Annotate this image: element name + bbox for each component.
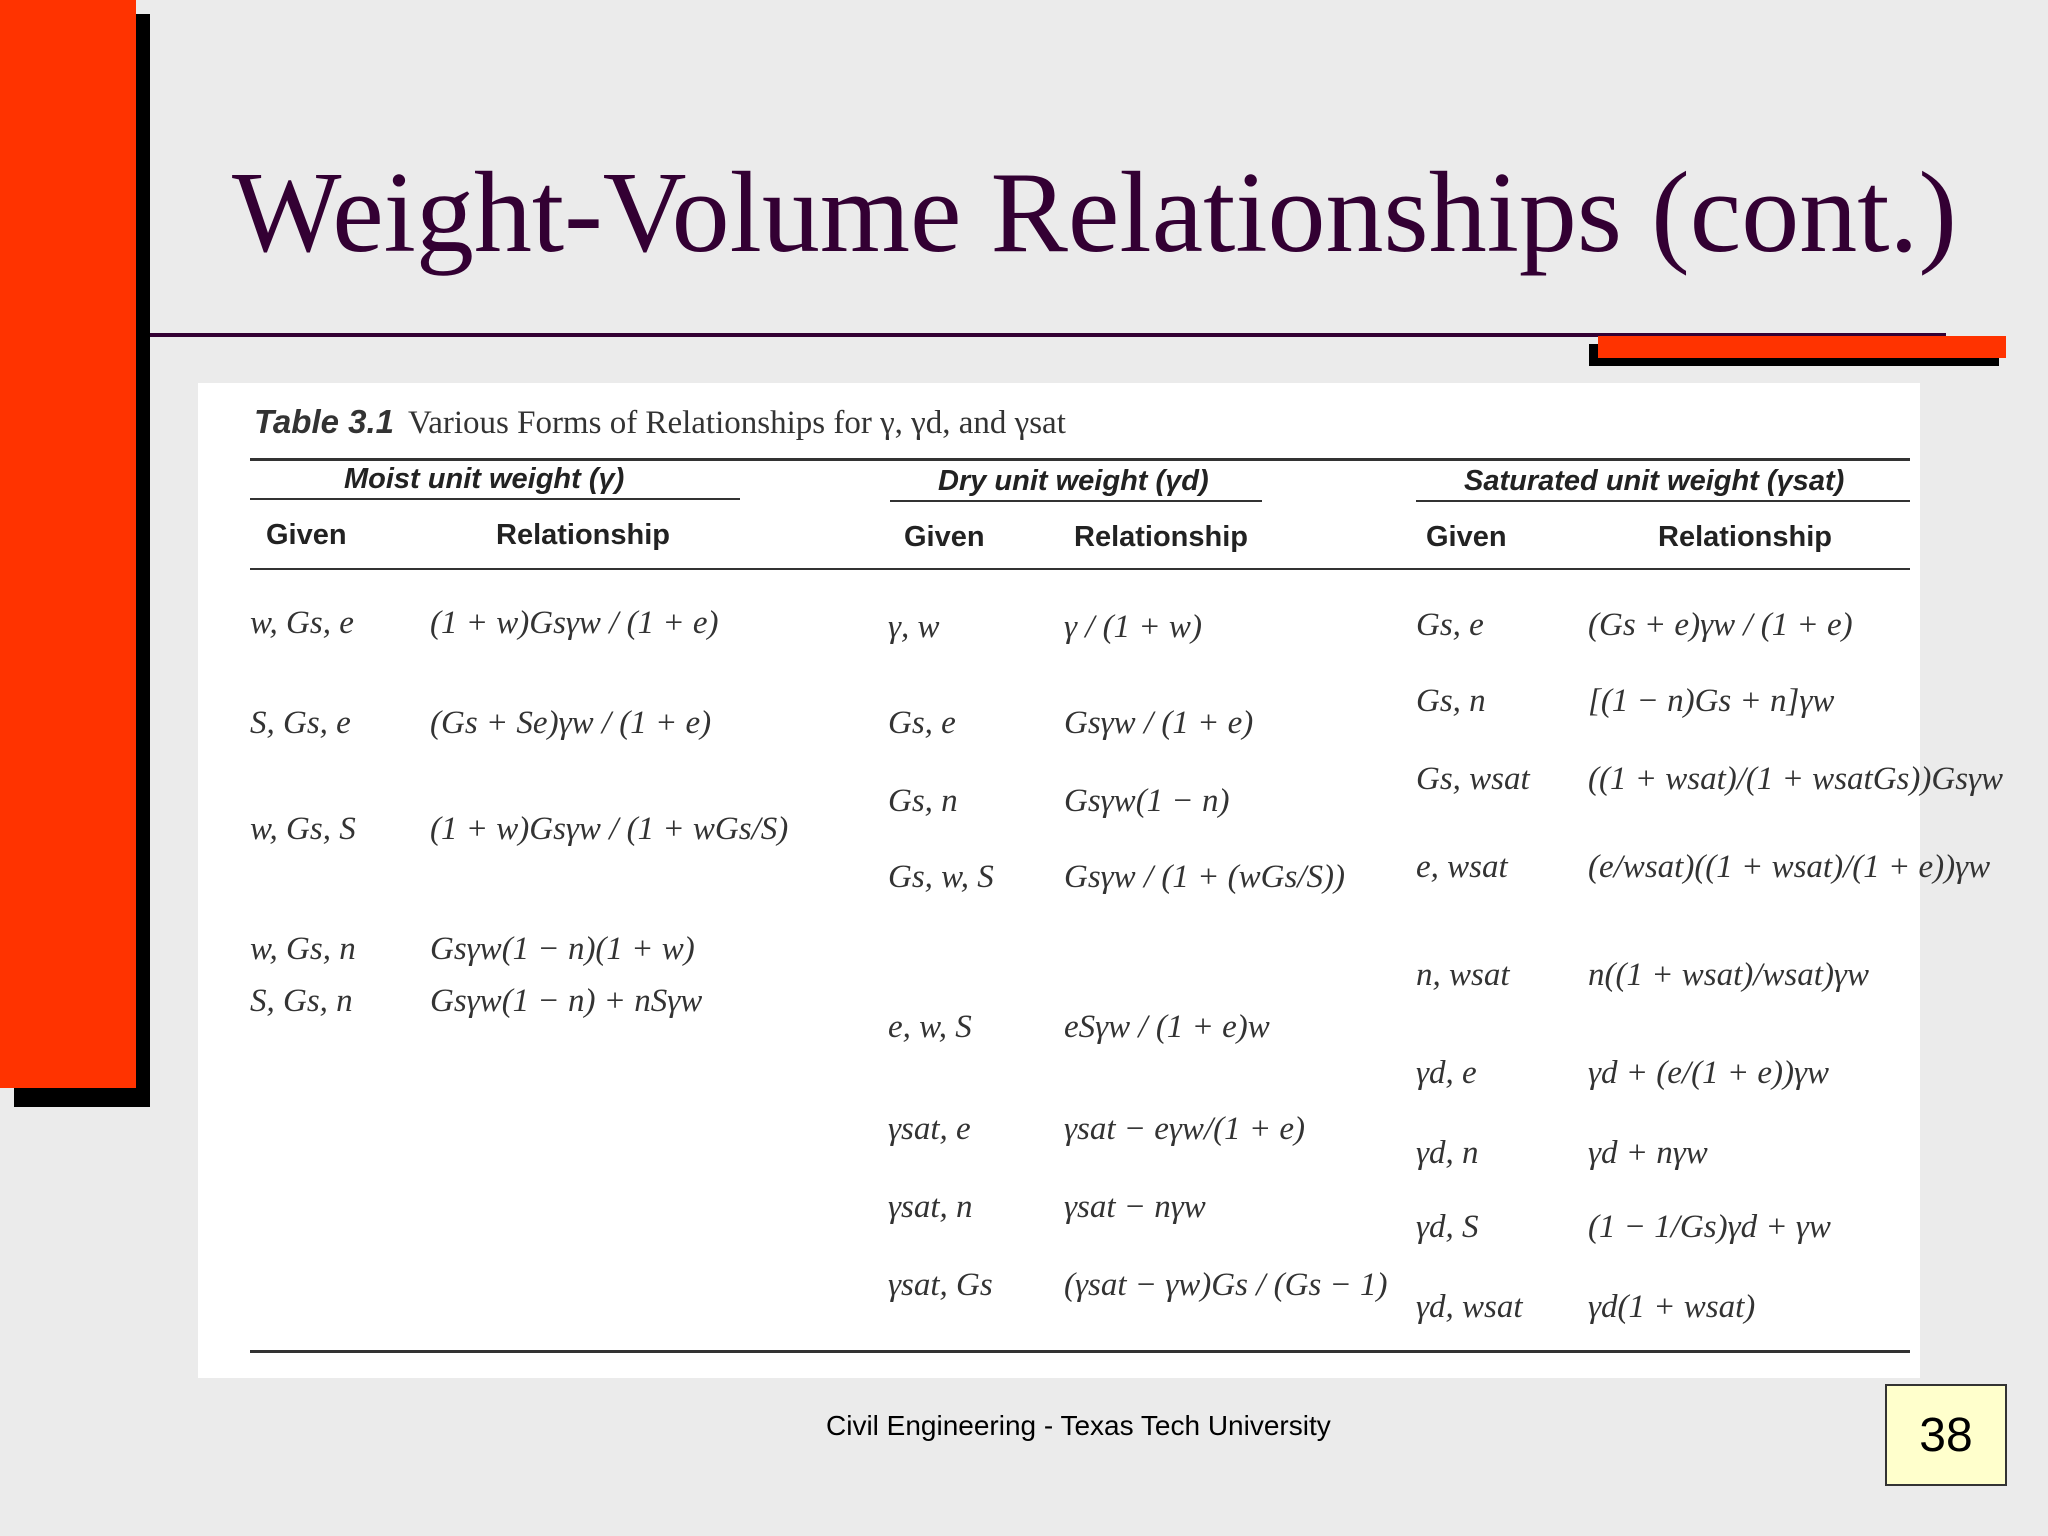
right-accent-bar xyxy=(1598,336,2006,358)
group-heading-moist: Moist unit weight (γ) xyxy=(344,463,625,495)
group-rule-dry xyxy=(890,500,1262,502)
header-bottom-rule xyxy=(250,568,1910,570)
dry-given: Gs, e xyxy=(888,705,956,741)
saturated-given: γd, wsat xyxy=(1416,1289,1523,1325)
saturated-relationship: γd + (e/(1 + e))γw xyxy=(1588,1055,1829,1091)
dry-relationship: Gsγw / (1 + e) xyxy=(1064,705,1254,741)
slide-footer: Civil Engineering - Texas Tech University xyxy=(826,1410,1331,1441)
dry-relationship: γsat − eγw/(1 + e) xyxy=(1064,1111,1306,1147)
dry-given: Gs, w, S xyxy=(888,859,994,895)
dry-given: γsat, Gs xyxy=(888,1267,993,1303)
group-rule-moist xyxy=(250,498,740,500)
dry-relationship: γsat − nγw xyxy=(1064,1189,1206,1225)
left-accent-bar xyxy=(0,0,136,1088)
saturated-given: Gs, e xyxy=(1416,607,1484,643)
table-caption-text: Various Forms of Relationships for γ, γd, and γsat xyxy=(408,405,1066,441)
saturated-relationship: ((1 + wsat)/(1 + wsatGs))Gsγw xyxy=(1588,761,2004,797)
saturated-given: γd, e xyxy=(1416,1055,1477,1091)
saturated-given: Gs, n xyxy=(1416,683,1486,719)
dry-given: Gs, n xyxy=(888,783,958,819)
saturated-given: γd, n xyxy=(1416,1135,1479,1171)
saturated-relationship: γd + nγw xyxy=(1588,1135,1708,1171)
dry-relationship: eSγw / (1 + e)w xyxy=(1064,1009,1270,1045)
moist-relationship: (1 + w)Gsγw / (1 + wGs/S) xyxy=(430,811,789,847)
saturated-relationship: γd(1 + wsat) xyxy=(1588,1289,1756,1325)
dry-given: e, w, S xyxy=(888,1009,972,1045)
saturated-relationship: [(1 − n)Gs + n]γw xyxy=(1588,683,1835,719)
slide-title: Weight-Volume Relationships (cont.) xyxy=(232,149,1958,277)
dry-relationship: γ / (1 + w) xyxy=(1064,609,1202,645)
group-heading-dry: Dry unit weight (γd) xyxy=(938,465,1209,497)
group-heading-saturated: Saturated unit weight (γsat) xyxy=(1464,465,1845,497)
saturated-relationship: (1 − 1/Gs)γd + γw xyxy=(1588,1209,1831,1245)
saturated-given: γd, S xyxy=(1416,1209,1479,1245)
moist-given: S, Gs, n xyxy=(250,983,353,1019)
moist-relationship: Gsγw(1 − n) + nSγw xyxy=(430,983,703,1019)
saturated-given: n, wsat xyxy=(1416,957,1510,993)
relationships-table xyxy=(198,383,2004,1378)
dry-relationship: Gsγw / (1 + (wGs/S)) xyxy=(1064,859,1345,895)
saturated-given: e, wsat xyxy=(1416,849,1508,885)
moist-given: w, Gs, S xyxy=(250,811,356,847)
dry-relationship: (γsat − γw)Gs / (Gs − 1) xyxy=(1064,1267,1388,1303)
page-number: 38 xyxy=(1919,1408,1973,1462)
dry-given: γsat, n xyxy=(888,1189,973,1225)
moist-relationship: (Gs + Se)γw / (1 + e) xyxy=(430,705,712,741)
table-top-rule xyxy=(250,458,1910,461)
table-caption xyxy=(254,403,1066,442)
saturated-given: Gs, wsat xyxy=(1416,761,1530,797)
moist-given: S, Gs, e xyxy=(250,705,351,741)
header-relationship-dry: Relationship xyxy=(1074,521,1249,553)
saturated-relationship: n((1 + wsat)/wsat)γw xyxy=(1588,957,1869,993)
group-rule-saturated xyxy=(1416,500,1910,502)
header-given-dry: Given xyxy=(904,521,985,553)
moist-relationship: Gsγw(1 − n)(1 + w) xyxy=(430,931,695,967)
header-given-moist: Given xyxy=(266,519,347,551)
saturated-relationship: (Gs + e)γw / (1 + e) xyxy=(1588,607,1853,643)
header-relationship-saturated: Relationship xyxy=(1658,521,1833,553)
dry-given: γsat, e xyxy=(888,1111,971,1147)
dry-given: γ, w xyxy=(888,609,940,645)
page-number-box xyxy=(1885,1384,2007,1486)
header-given-saturated: Given xyxy=(1426,521,1507,553)
saturated-relationship: (e/wsat)((1 + wsat)/(1 + e))γw xyxy=(1588,849,1991,885)
table-label: Table 3.1 xyxy=(254,403,395,440)
moist-relationship: (1 + w)Gsγw / (1 + e) xyxy=(430,605,719,641)
moist-given: w, Gs, e xyxy=(250,605,354,641)
header-relationship-moist: Relationship xyxy=(496,519,671,551)
dry-relationship: Gsγw(1 − n) xyxy=(1064,783,1230,819)
table-bottom-rule xyxy=(250,1350,1910,1353)
moist-given: w, Gs, n xyxy=(250,931,356,967)
